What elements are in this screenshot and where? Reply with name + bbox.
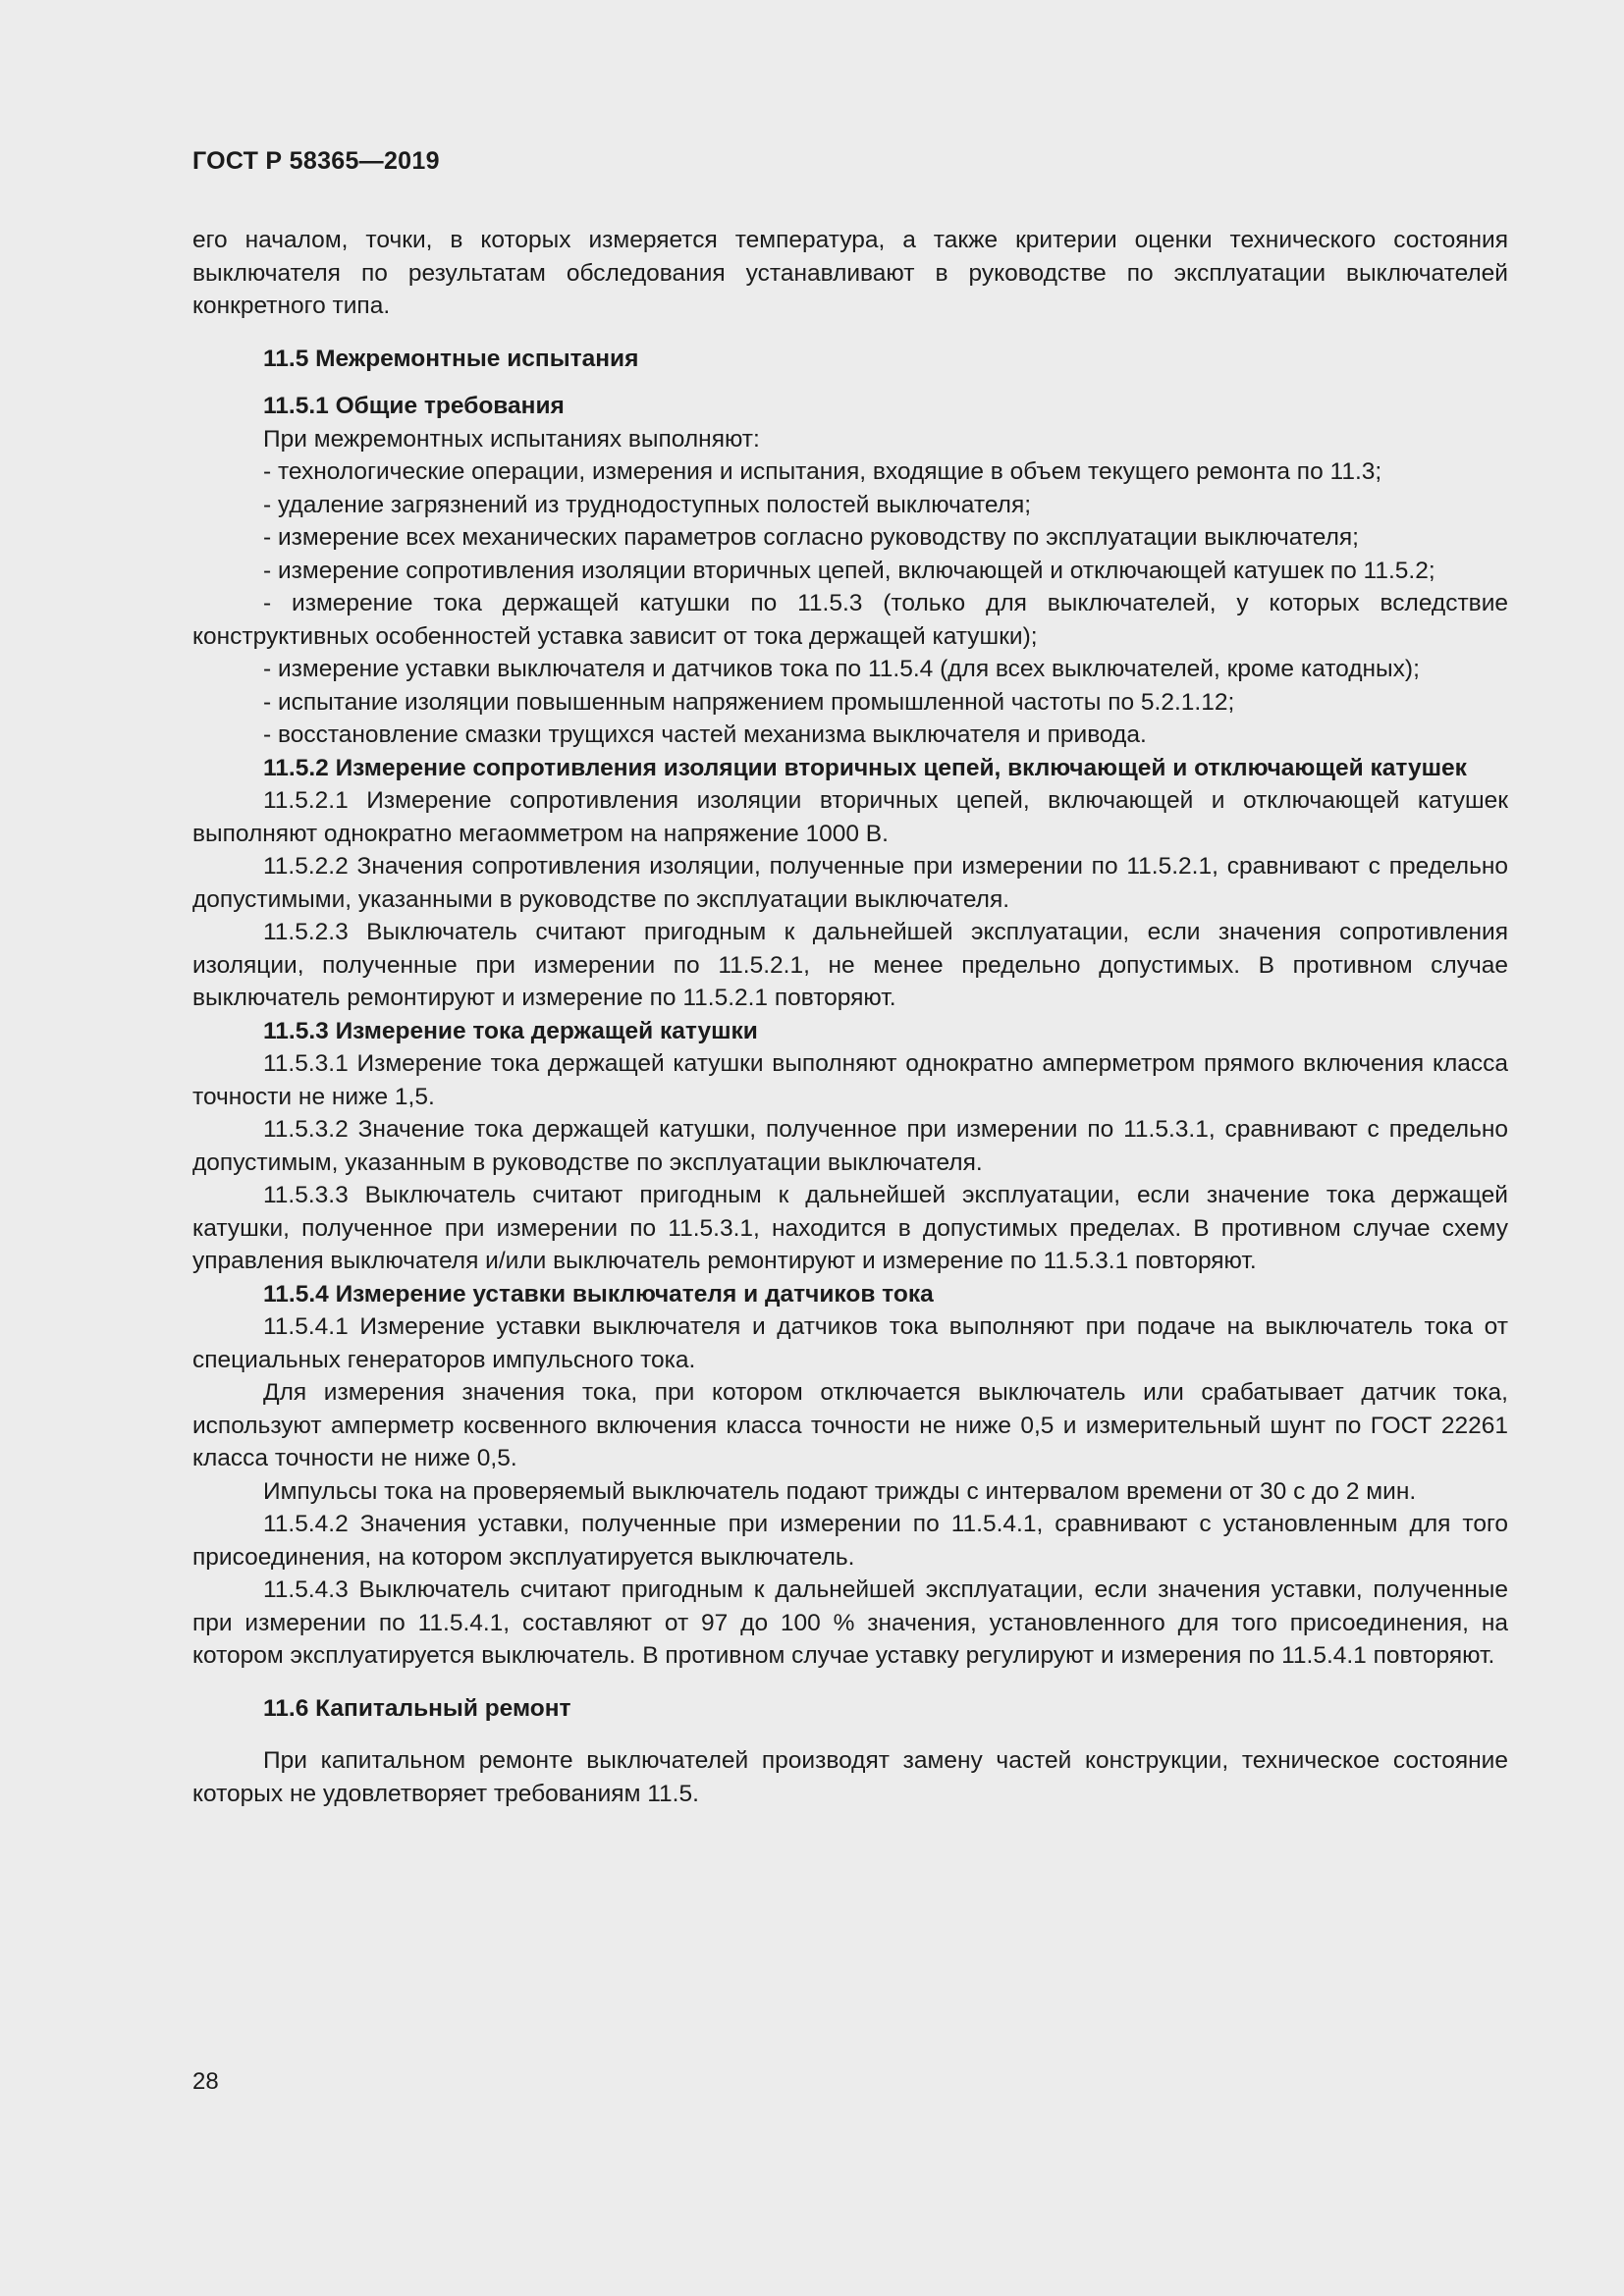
section-heading: 11.6 Капитальный ремонт: [263, 1694, 571, 1722]
body-paragraph: При межремонтных испытаниях выполняют:: [263, 425, 760, 453]
body-paragraph: 11.5.4.1 Измерение уставки выключателя и датчиков тока выполняют при подаче на выключатель тока от специальных генераторов импульсного тока.: [192, 1313, 1508, 1373]
body-paragraph: При капитальном ремонте выключателей производят замену частей конструкции, техническое состояние которых не удовлетворяет требованиям 11.5.: [192, 1747, 1508, 1807]
body-paragraph: 11.5.3.1 Измерение тока держащей катушки выполняют однократно амперметром прямого включения класса точности не ниже 1,5.: [192, 1050, 1508, 1110]
section-heading: 11.5 Межремонтные испытания: [263, 345, 639, 372]
body-paragraph: - измерение всех механических параметров согласно руководству по эксплуатации выключателя;: [263, 524, 1359, 551]
body-paragraph: - измерение уставки выключателя и датчиков тока по 11.5.4 (для всех выключателей, кроме катодных);: [263, 656, 1420, 682]
body-paragraph: 11.5.2.3 Выключатель считают пригодным к дальнейшей эксплуатации, если значения сопротивления изоляции, полученные при измерении по 11.5.2.1, не менее предельно допустимых. В противном случае выключатель ремонтируют и измерение по 11.5.2.1 повторяют.: [192, 919, 1508, 1011]
section-heading: 11.5.3 Измерение тока держащей катушки: [263, 1017, 758, 1044]
body-paragraph: - удаление загрязнений из труднодоступных полостей выключателя;: [263, 491, 1032, 518]
body-paragraph: его началом, точки, в которых измеряется температура, а также критерии оценки технического состояния выключателя по результатам обследования устанавливают в руководстве по эксплуатации выключателей конкретного типа.: [192, 227, 1508, 319]
body-paragraph: Для измерения значения тока, при котором отключается выключатель или срабатывает датчик тока, используют амперметр косвенного включения класса точности не ниже 0,5 и измерительный шунт по ГОСТ 22261 класса точности не ниже 0,5.: [192, 1379, 1508, 1471]
body-paragraph: - технологические операции, измерения и испытания, входящие в объем текущего ремонта по 11.3;: [263, 458, 1382, 485]
body-paragraph: - измерение сопротивления изоляции вторичных цепей, включающей и отключающей катушек по 11.5.2;: [263, 557, 1435, 584]
section-heading: 11.5.4 Измерение уставки выключателя и датчиков тока: [263, 1280, 934, 1308]
document-body: [192, 224, 1508, 1810]
body-paragraph: Импульсы тока на проверяемый выключатель подают трижды с интервалом времени от 30 с до 2 мин.: [263, 1477, 1417, 1505]
body-paragraph: 11.5.2.1 Измерение сопротивления изоляции вторичных цепей, включающей и отключающей катушек выполняют однократно мегаомметром на напряжение 1000 В.: [192, 787, 1508, 847]
body-paragraph: 11.5.4.3 Выключатель считают пригодным к дальнейшей эксплуатации, если значения уставки, полученные при измерении по 11.5.4.1, составляют от 97 до 100 % значения, установленного для того присоединения, на котором эксплуатируется выключатель. В противном случае уставку регулируют и измерения по 11.5.4.1 повторяют.: [192, 1576, 1508, 1669]
body-paragraph: - измерение тока держащей катушки по 11.5.3 (только для выключателей, у которых вследствие конструктивных особенностей уставка зависит от тока держащей катушки);: [192, 590, 1508, 650]
body-paragraph: - испытание изоляции повышенным напряжением промышленной частоты по 5.2.1.12;: [263, 688, 1235, 716]
section-heading: 11.5.1 Общие требования: [263, 393, 565, 419]
body-paragraph: - восстановление смазки трущихся частей механизма выключателя и привода.: [263, 721, 1147, 748]
body-paragraph: 11.5.4.2 Значения уставки, полученные при измерении по 11.5.4.1, сравнивают с установленным для того присоединения, на котором эксплуатируется выключатель.: [192, 1511, 1508, 1571]
document-header-title: ГОСТ Р 58365—2019: [192, 147, 440, 175]
body-paragraph: 11.5.3.2 Значение тока держащей катушки, полученное при измерении по 11.5.3.1, сравнивают с предельно допустимым, указанным в руководстве по эксплуатации выключателя.: [192, 1116, 1508, 1176]
body-paragraph: 11.5.3.3 Выключатель считают пригодным к дальнейшей эксплуатации, если значение тока держащей катушки, полученное при измерении по 11.5.3.1, находится в допустимых пределах. В противном случае схему управления выключателя и/или выключатель ремонтируют и измерение по 11.5.3.1 повторяют.: [192, 1182, 1508, 1274]
body-paragraph: 11.5.2.2 Значения сопротивления изоляции, полученные при измерении по 11.5.2.1, сравнивают с предельно допустимыми, указанными в руководстве по эксплуатации выключателя.: [192, 853, 1508, 913]
section-heading: 11.5.2 Измерение сопротивления изоляции вторичных цепей, включающей и отключающей катушек: [263, 754, 1467, 781]
page-number: 28: [192, 2068, 219, 2095]
